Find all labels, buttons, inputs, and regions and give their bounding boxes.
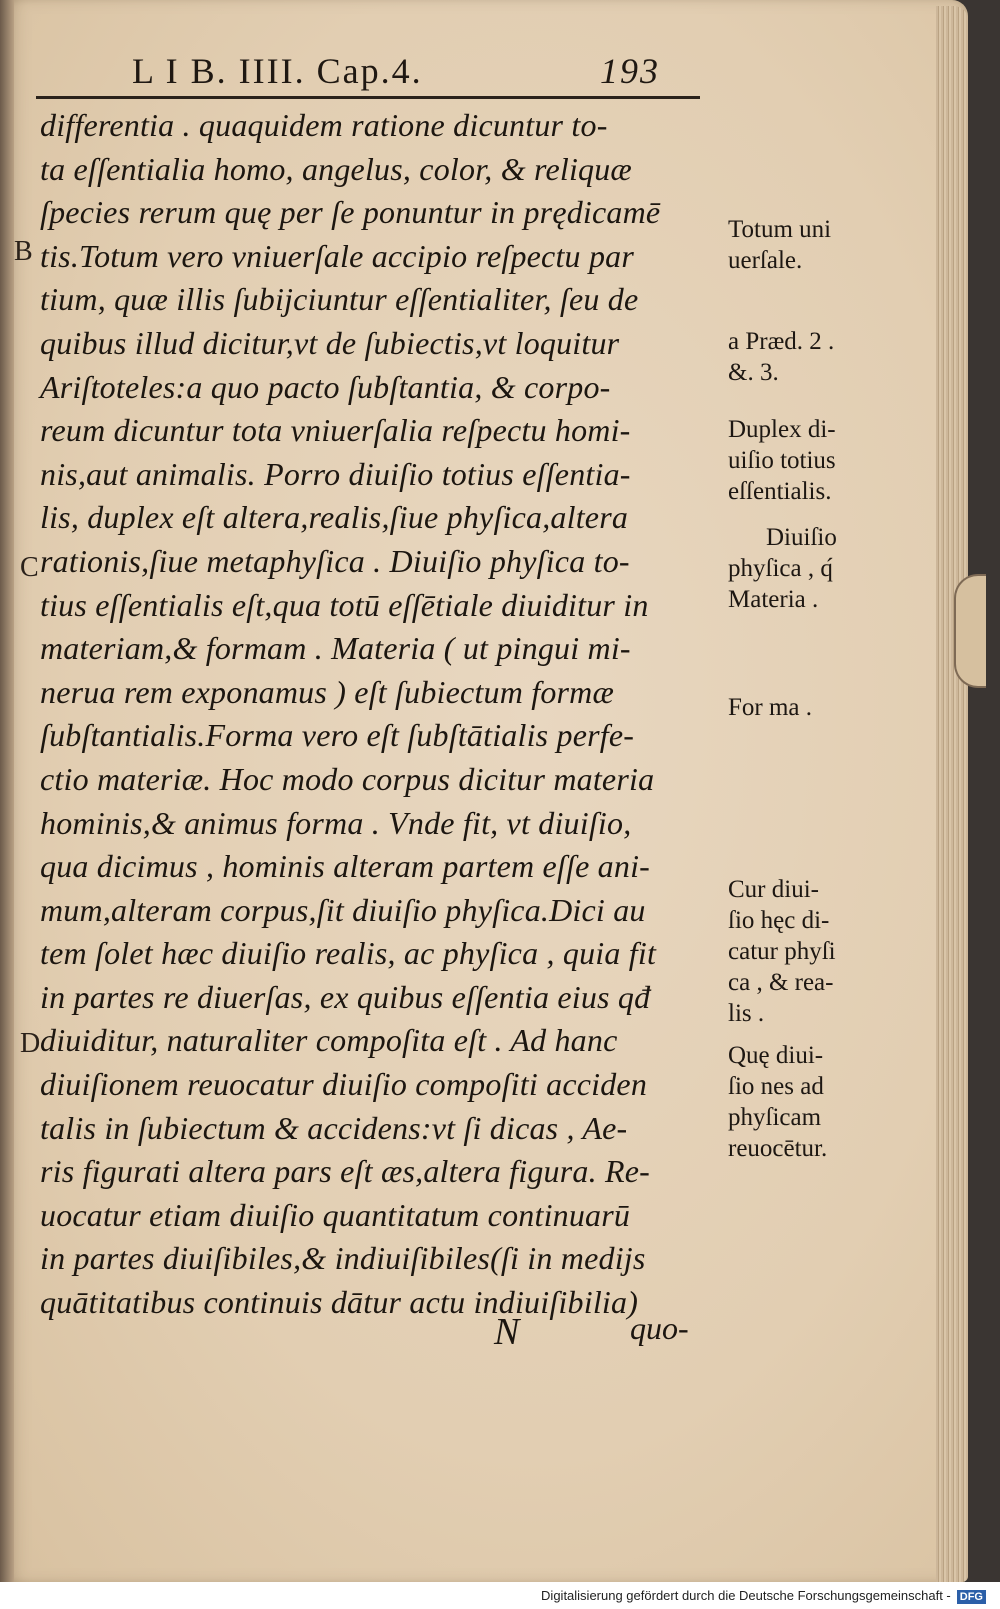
text-line: ris figurati altera pars eſt æs,altera figura. Re- <box>40 1153 651 1190</box>
text-line: tis.Totum vero vniuerſale accipio reſpectu par <box>40 237 634 274</box>
section-marker-c: C <box>20 552 39 583</box>
header-rule <box>36 96 700 99</box>
text-line: Ariſtoteles:a quo pacto ſubſtantia, & corpo- <box>40 368 611 405</box>
text-line: nerua rem exponamus ) eſt ſubiectum formæ <box>40 673 615 710</box>
text-line: uocatur etiam diuiſio quantitatum continuarū <box>40 1196 631 1233</box>
margin-note-praed: a Præd. 2 . &. 3. <box>728 328 835 386</box>
margin-note-duplex-divisio: Duplex di- uiſio totius eſſentialis. <box>728 416 836 505</box>
text-line: ctio materiæ. Hoc modo corpus dicitur materia <box>40 760 655 797</box>
dfg-logo: DFG <box>957 1590 986 1604</box>
signature-mark: N <box>494 1311 520 1353</box>
text-line: quibus illud dicitur,vt de ſubiectis,vt loquitur <box>40 324 620 361</box>
text-line: reum dicuntur tota vniuerſalia reſpectu homi- <box>40 412 631 449</box>
text-line: tium, quæ illis ſubijciuntur eſſentialiter, ſeu de <box>40 281 639 318</box>
running-head <box>132 50 692 94</box>
margin-note-cur-divisio: Cur diui- ſio hęc di- catur phyſi ca , & rea- lis . <box>728 876 836 1027</box>
text-line: in partes diuiſibiles,& indiuiſibiles(ſi in medijs <box>40 1240 646 1277</box>
text-line: differentia . quaquidem ratione dicuntur to- <box>40 107 608 143</box>
text-line: nis,aut animalis. Porro diuiſio totius eſſentia- <box>40 455 631 492</box>
text-line: talis in ſubiectum & accidens:vt ſi dicas , Ae- <box>40 1109 628 1146</box>
margin-note-totum-universale: Totum uni uerſale. <box>728 216 832 274</box>
page-edges <box>936 6 968 1582</box>
binding-edge <box>0 0 14 1582</box>
section-marker-b: B <box>14 236 33 267</box>
page-number: 193 <box>600 51 660 91</box>
digitization-footer <box>0 1582 1000 1609</box>
margin-note-que-divisiones: Quę diui- ſio nes ad phyſicam reuocētur. <box>728 1042 828 1162</box>
text-line: ſpecies rerum quę per ſe ponuntur in prędicamē <box>40 194 661 231</box>
page-tab <box>954 574 986 688</box>
text-line: in partes re diuerſas, ex quibus eſſentia eius qđ <box>40 978 651 1015</box>
running-head-title: L I B. IIII. Cap.4. <box>132 51 423 91</box>
margin-note-forma: For ma . <box>728 694 813 721</box>
text-line: qua dicimus , hominis alteram partem eſſe ani- <box>40 848 651 885</box>
text-line: hominis,& animus forma . Vnde fit, vt diuiſio, <box>40 804 632 841</box>
text-line: lis, duplex eſt altera,realis,ſiue phyſica,altera <box>40 499 629 536</box>
main-text-column <box>40 104 730 1325</box>
text-line: materiam,& formam . Materia ( ut pingui mi- <box>40 630 631 667</box>
text-line: tius eſſentialis eſt,qua totū eſſētiale diuiditur in <box>40 586 649 623</box>
text-line: diuiſionem reuocatur diuiſio compoſiti acciden <box>40 1066 648 1103</box>
text-line: mum,alteram corpus,ſit diuiſio phyſica.Dici au <box>40 891 646 928</box>
text-line: ta eſſentialia homo, angelus, color, & reliquæ <box>40 150 632 187</box>
text-line: diuiditur, naturaliter compoſita eſt . Ad hanc <box>40 1022 618 1059</box>
text-line: rationis,ſiue metaphyſica . Diuiſio phyſica to- <box>40 542 630 579</box>
text-line: quātitatibus continuis dātur actu indiuiſibilia) <box>40 1284 639 1321</box>
text-line: tem ſolet hæc diuiſio realis, ac phyſica , quia fit <box>40 935 657 972</box>
section-marker-d: D <box>20 1028 41 1059</box>
margin-note-divisio-physica: Diuiſio phyſica , q́ Materia . <box>728 524 837 613</box>
footer-credit-text: Digitalisierung gefördert durch die Deutsche Forschungsgemeinschaft - <box>541 1588 951 1603</box>
catchword: quo- <box>630 1310 689 1346</box>
text-line: ſubſtantialis.Forma vero eſt ſubſtātialis perfe- <box>40 717 635 754</box>
